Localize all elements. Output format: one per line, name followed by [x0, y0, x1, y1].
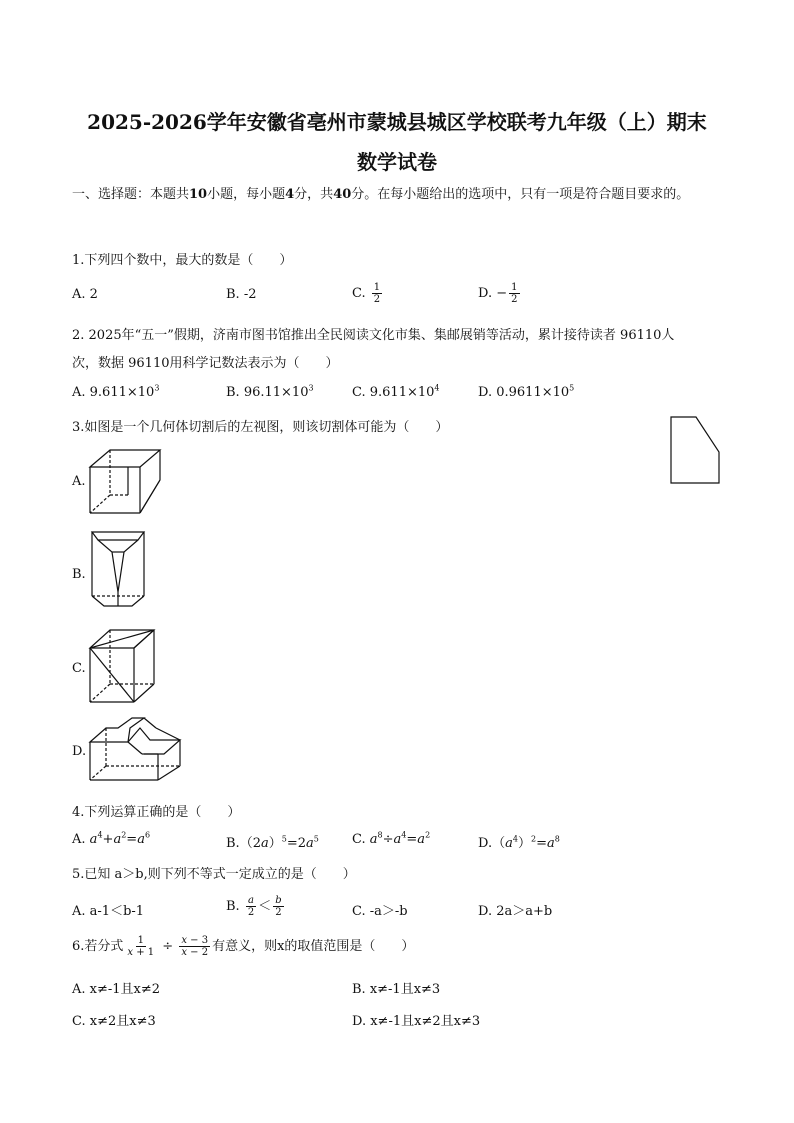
q1-option-d: D. − $\frac{1}{2}$: [478, 282, 518, 305]
q3-left-view-figure: [670, 416, 722, 486]
question-2-stem-line2: 次，数据 96110用科学记数法表示为（ ）: [72, 356, 339, 371]
q6-option-c: C. x≠2且x≠3: [72, 1014, 156, 1029]
q3-option-d-label: D.: [72, 744, 87, 759]
question-2-stem-line1: 2. 2025年“五一”假期，济南市图书馆推出全民阅读文化市集、集邮展销等活动，累计接待读者 96110人: [72, 328, 675, 343]
q3-option-a-figure: [88, 445, 163, 515]
question-6-stem: 6.若分式 $\frac{1}{x + 1}$ ÷ $\frac{x - 3}{x - 2}$ 有意义，则x的取值范围是（ ）: [72, 935, 415, 958]
q5-option-d: D. 2a＞a+b: [478, 904, 553, 919]
section-instructions: 一、选择题：本题共10小题，每小题4分，共40分。在每小题给出的选项中，只有一项是符合题目要求的。: [72, 187, 690, 202]
q4-option-d: $D.(a^4)^2=a^8$: [478, 834, 560, 851]
q6-option-d: D. x≠-1且x≠2且x≠3: [352, 1014, 481, 1029]
q5-option-c: C. -a＞-b: [352, 904, 408, 919]
q2-option-d: D. $0.9611\times 10^5$: [478, 383, 575, 400]
q5-option-a: A. a-1＜b-1: [72, 904, 145, 919]
q2-option-a: A. $9.611\times 10^3$: [72, 383, 160, 400]
question-3-stem: 3.如图是一个几何体切割后的左视图，则该切割体可能为（ ）: [72, 420, 449, 435]
q3-option-d-figure: [88, 714, 186, 786]
q2-option-b: B. $96.11\times 10^3$: [226, 383, 314, 400]
q4-option-b: $B.(2a)^5=2a^5$: [226, 834, 319, 851]
left-view-outline: [671, 417, 719, 483]
q1-option-b: B. -2: [226, 287, 257, 302]
q4-option-a: A. $a^4+a^2=a^6$: [72, 830, 151, 847]
q1-c-fraction: $\frac{1}{2}$: [373, 282, 381, 305]
q5-option-b: B. $\frac{a}{2}$ ＜ $\frac{b}{2}$: [226, 895, 282, 918]
q3-option-a-label: A.: [72, 474, 86, 489]
q6-option-a: A. x≠-1且x≠2: [72, 982, 161, 997]
q1-option-a: A. 2: [72, 287, 98, 302]
q3-option-c-label: C.: [72, 661, 86, 676]
question-5-stem: 5.已知 a＞b,则下列不等式一定成立的是（ ）: [72, 867, 356, 882]
q1-option-c: C. $\frac{1}{2}$: [352, 282, 381, 305]
question-4-stem: 4.下列运算正确的是（ ）: [72, 805, 241, 820]
q2-option-c: C. $9.611\times 10^4$: [352, 383, 440, 400]
q3-option-c-figure: [88, 628, 158, 708]
q3-option-b-label: B.: [72, 567, 86, 582]
question-1-stem: 1.下列四个数中，最大的数是（ ）: [72, 253, 293, 268]
page-title: 2025-2026学年安徽省亳州市蒙城县城区学校联考九年级（上）期末: [87, 110, 707, 134]
q4-option-c: C. $a^8\div a^4=a^2$: [352, 830, 431, 847]
page-subtitle: 数学试卷: [357, 150, 437, 174]
q6-option-b: B. x≠-1且x≠3: [352, 982, 441, 997]
q1-d-fraction: $\frac{1}{2}$: [511, 282, 518, 305]
q3-option-b-figure: [88, 530, 153, 610]
